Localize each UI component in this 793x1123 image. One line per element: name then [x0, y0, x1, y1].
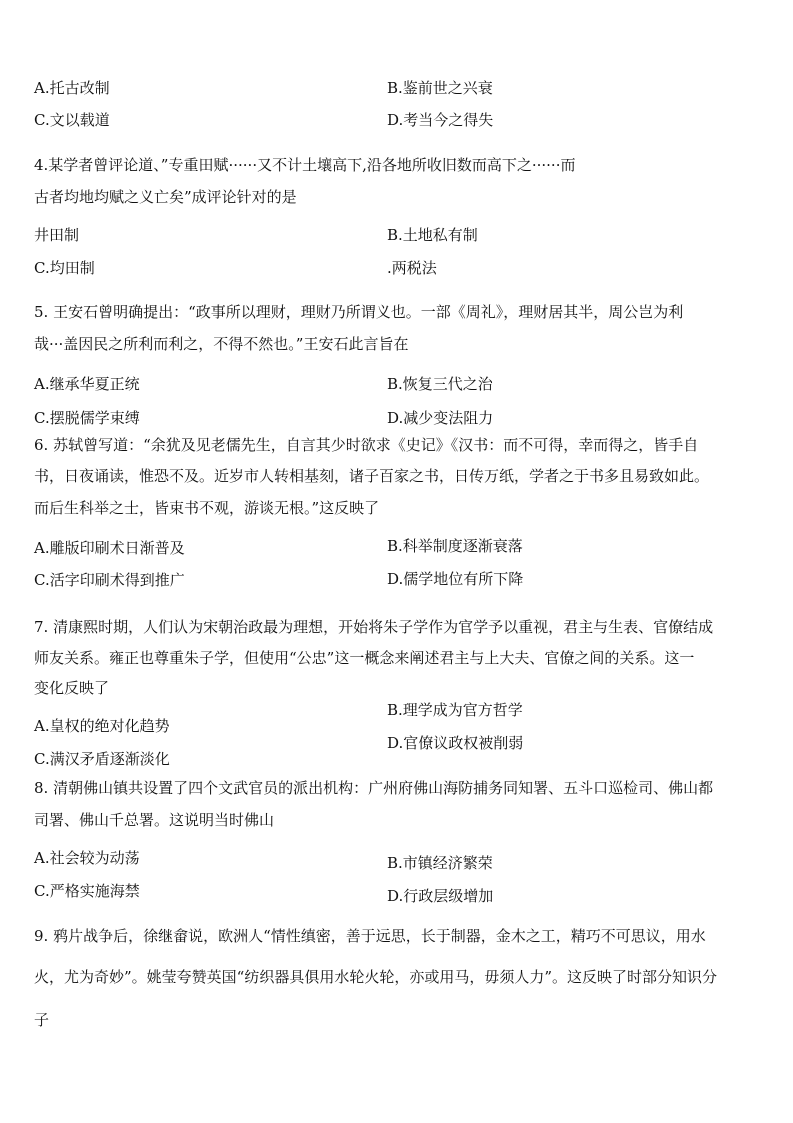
q5-option-a: A.继承华夏正统: [34, 375, 140, 393]
q6-stem-line1: 6. 苏轼曾写道：“余犹及见老儒先生，自言其少时欲求《史记》《汉书：而不可得，幸而得之，皆手自: [34, 436, 699, 454]
q5-option-b: B.恢复三代之治: [387, 375, 493, 393]
q5-option-d: D.减少变法阻力: [387, 409, 494, 427]
q8-stem-line2: 司署、佛山千总署。这说明当时佛山: [34, 811, 275, 829]
q4-option-a: 井田制: [34, 226, 80, 244]
q6-option-d: D.儒学地位有所下降: [387, 570, 524, 588]
q6-option-b: B.科举制度逐渐衰落: [387, 537, 523, 555]
q3-option-b: B.鉴前世之兴衰: [387, 79, 493, 97]
q3-option-c: C.文以载道: [34, 111, 110, 129]
q6-option-c: C.活字印刷术得到推广: [34, 571, 185, 589]
q6-stem-line3: 而后生科举之士，皆束书不观，游谈无根。”这反映了: [34, 499, 380, 517]
q4-option-b: B.土地私有制: [387, 226, 478, 244]
q7-stem-line1: 7. 清康熙时期，人们认为宋朝治政最为理想，开始将朱子学作为官学予以重视，君主与生表、官僚结成: [34, 618, 714, 636]
q7-stem-line2: 师友关系。雍正也尊重朱子学，但使用“公忠”这一概念来阐述君主与上大夫、官僚之间的关系。这一: [34, 649, 695, 667]
q8-option-b: B.市镇经济繁荣: [387, 854, 493, 872]
q4-option-d: .两税法: [387, 259, 437, 277]
q6-option-a: A.雕版印刷术日渐普及: [34, 539, 185, 557]
q3-option-d: D.考当今之得失: [387, 111, 494, 129]
q8-option-c: C.严格实施海禁: [34, 882, 140, 900]
q7-option-a: A.皇权的绝对化趋势: [34, 717, 170, 735]
q9-stem-line3: 子: [34, 1011, 50, 1029]
q6-stem-line2: 书，日夜诵读，惟恐不及。近岁市人转相基刻，诸子百家之书，日传万纸，学者之于书多且易致如此。: [34, 467, 710, 485]
q4-stem-line2: 古者均地均赋之义亡矣”成评论针对的是: [34, 188, 297, 206]
q5-stem-line1: 5. 王安石曾明确提出：“政事所以理财，理财乃所谓义也。一部《周礼》，理财居其半，周公岂为利: [34, 303, 684, 321]
q9-stem-line2: 火，尤为奇妙”。姚莹夸赞英国“纺织器具俱用水轮火轮，亦或用马，毋须人力”。这反映了时部分知识分: [34, 968, 718, 986]
q8-option-d: D.行政层级增加: [387, 887, 494, 905]
q7-option-c: C.满汉矛盾逐渐淡化: [34, 750, 170, 768]
q4-option-c: C.均田制: [34, 259, 95, 277]
q5-stem-line2: 哉···盖因民之所利而利之，不得不然也。”王安石此言旨在: [34, 335, 409, 353]
q8-stem-line1: 8. 清朝佛山镇共设置了四个文武官员的派出机构：广州府佛山海防捕务同知署、五斗口巡检司、佛山都: [34, 779, 714, 797]
q4-stem-line1: 4.某学者曾评论道、”专重田赋······又不计土壤高下,沿各地所收旧数而高下之······而: [34, 156, 576, 174]
q7-stem-line3: 变化反映了: [34, 679, 110, 697]
q8-option-a: A.社会较为动荡: [34, 849, 140, 867]
q3-option-a: A.托古改制: [34, 79, 110, 97]
q7-option-b: B.理学成为官方哲学: [387, 701, 523, 719]
q5-option-c: C.摆脱儒学束缚: [34, 409, 140, 427]
q7-option-d: D.官僚议政权被削弱: [387, 734, 524, 752]
q9-stem-line1: 9. 鸦片战争后，徐继畲说，欧洲人“情性缜密，善于远思，长于制器，金木之工，精巧不可思议，用水: [34, 927, 706, 945]
